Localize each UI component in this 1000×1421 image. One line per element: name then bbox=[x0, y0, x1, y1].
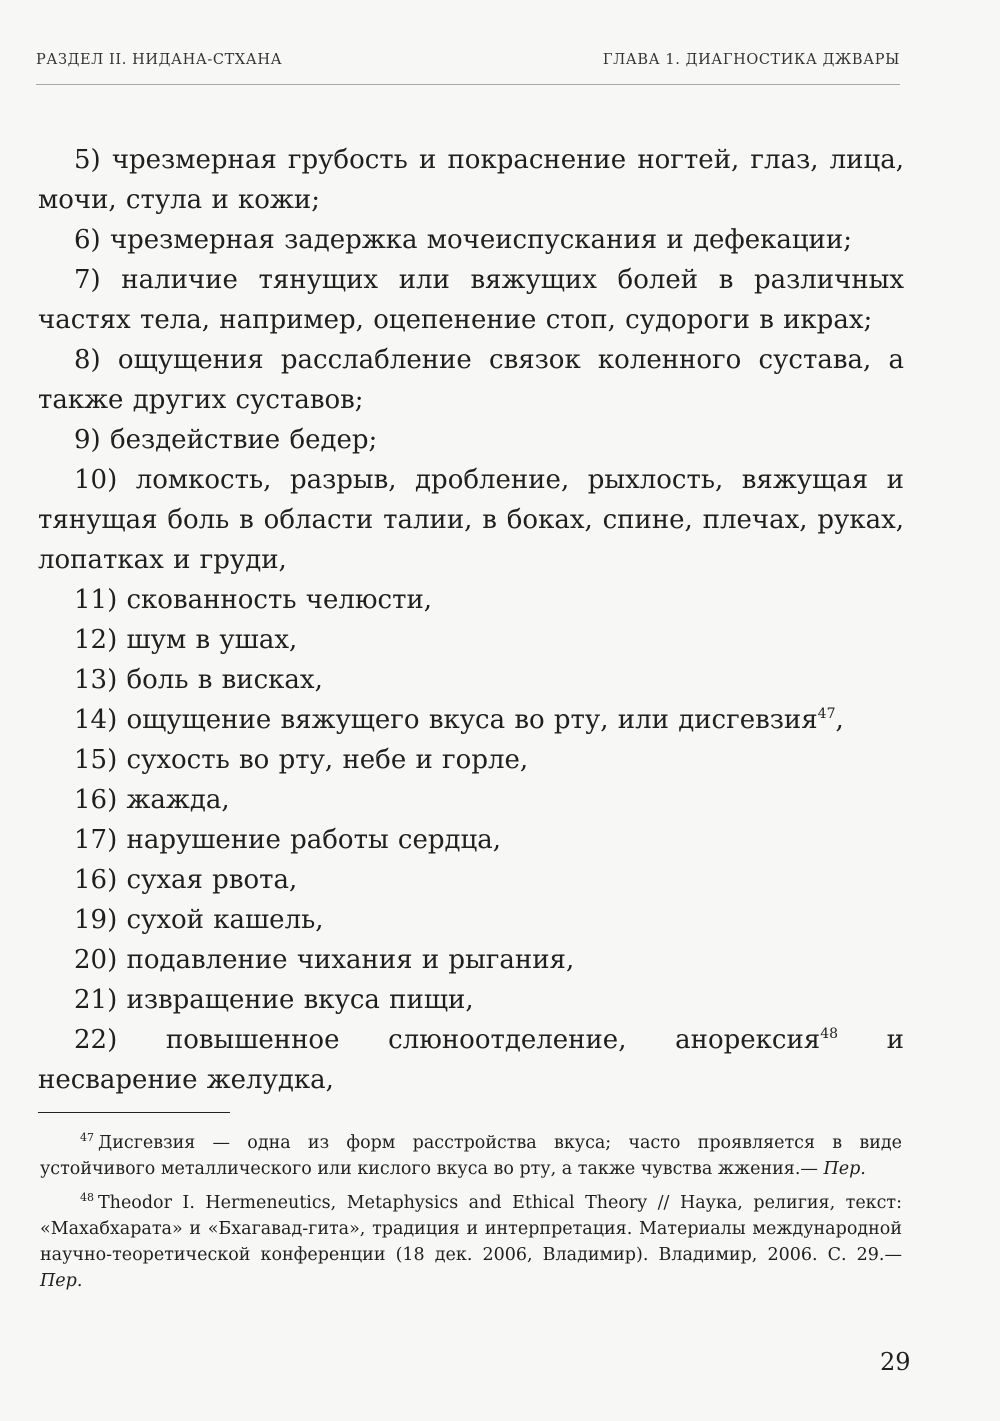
list-item: 16) жажда, bbox=[74, 785, 230, 815]
page-number: 29 bbox=[880, 1348, 911, 1376]
list-item: 9) бездействие бедер; bbox=[74, 425, 378, 455]
list-item: 6) чрезмерная задержка мочеиспускания и дефекации; bbox=[74, 225, 852, 255]
list-item: 15) сухость во рту, небе и горле, bbox=[74, 745, 529, 775]
footnote-ref-47[interactable]: 47 bbox=[817, 706, 836, 722]
symptom-list bbox=[38, 140, 904, 1100]
list-item: 17) нарушение работы сердца, bbox=[74, 825, 502, 855]
header-chapter-title: ГЛАВА 1. ДИАГНОСТИКА ДЖВАРЫ bbox=[602, 52, 900, 68]
header-rule bbox=[36, 84, 900, 85]
header-section-title: РАЗДЕЛ II. НИДАНА-СТХАНА bbox=[36, 52, 283, 68]
list-item: 11) скованность челюсти, bbox=[74, 585, 433, 615]
list-item: 19) сухой кашель, bbox=[74, 905, 324, 935]
footnote-number: 47 bbox=[80, 1131, 94, 1144]
footnote-ref-48[interactable]: 48 bbox=[820, 1026, 839, 1042]
list-item: 5) чрезмерная грубость и покраснение ногтей, глаз, лица, мочи, стула и кожи; bbox=[38, 145, 904, 215]
running-header bbox=[36, 52, 900, 68]
list-item: 12) шум в ушах, bbox=[74, 625, 298, 655]
footnote-47: $^{47}$ Дисгевзия — одна из форм расстройства вкуса; часто проявляется в виде устойчивого металлического или кислого вкуса во рту, а также чувства жжения.— Пер. bbox=[40, 1131, 902, 1179]
list-item: 14) ощущение вяжущего вкуса во рту, или дисгевзия$^{47}$, bbox=[74, 705, 844, 735]
list-item: 7) наличие тянущих или вяжущих болей в различных частях тела, например, оцепенение стоп, судороги в икрах; bbox=[38, 265, 904, 335]
translator-mark: Пер. bbox=[823, 1159, 866, 1179]
list-item: 20) подавление чихания и рыгания, bbox=[74, 945, 575, 975]
footnote-separator bbox=[38, 1112, 230, 1113]
list-item: 8) ощущения расслабление связок коленного сустава, а также других суставов; bbox=[38, 345, 904, 415]
list-item: 13) боль в висках, bbox=[74, 665, 323, 695]
list-item: 16) сухая рвота, bbox=[74, 865, 298, 895]
footnote-48: $^{48}$ Theodor I. Hermeneutics, Metaphysics and Ethical Theory // Наука, религия, текст: «Махабхарата» и «Бхагавад-гита», традиция и интерпретация. Материалы международной научно-теоретической конференции (18 дек. 2006, Владимир). Владимир, 2006. С. 29.— Пер. bbox=[40, 1191, 902, 1291]
footnote-number: 48 bbox=[80, 1191, 94, 1204]
translator-mark: Пер. bbox=[40, 1271, 83, 1291]
list-item: 10) ломкость, разрыв, дробление, рыхлость, вяжущая и тянущая боль в области талии, в боках, спине, плечах, руках, лопатках и груди, bbox=[38, 465, 904, 575]
list-item: 22) повышенное слюноотделение, анорексия$^{48}$ и несварение желудка, bbox=[38, 1025, 905, 1095]
list-item: 21) извращение вкуса пищи, bbox=[74, 985, 474, 1015]
footnotes bbox=[40, 1130, 902, 1302]
